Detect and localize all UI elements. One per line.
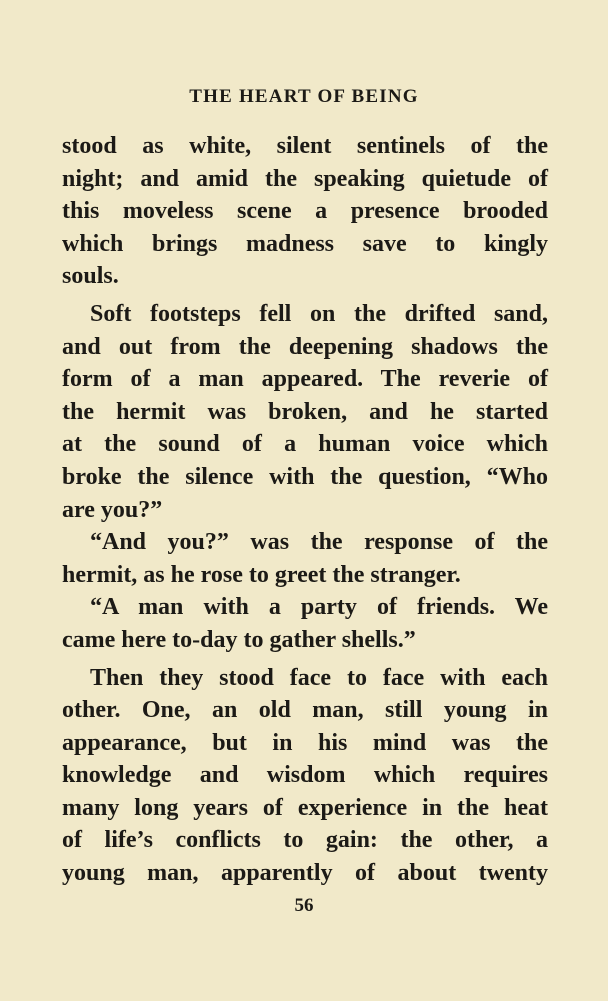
running-head: THE HEART OF BEING bbox=[189, 86, 419, 107]
text-line: souls. bbox=[62, 263, 119, 290]
paragraph bbox=[62, 298, 548, 526]
text-line: and out from the deepening shadows the bbox=[62, 333, 548, 360]
text-line: the hermit was broken, and he started bbox=[62, 398, 548, 425]
page-number: 56 bbox=[294, 895, 314, 916]
text-line: of life’s conflicts to gain: the other, a bbox=[62, 827, 548, 854]
text-line: Soft footsteps fell on the drifted sand, bbox=[90, 300, 548, 327]
text-line: hermit, as he rose to greet the stranger. bbox=[62, 561, 461, 588]
text-line: young man, apparently of about twenty bbox=[62, 860, 548, 887]
text-line: knowledge and wisdom which requires bbox=[62, 762, 548, 789]
paragraph bbox=[62, 130, 548, 293]
paragraph bbox=[62, 662, 548, 890]
text-line: “A man with a party of friends. We bbox=[90, 594, 548, 621]
text-line: many long years of experience in the heat bbox=[62, 794, 548, 821]
text-line: came here to-day to gather shells.” bbox=[62, 626, 416, 653]
text-line: are you?” bbox=[62, 496, 163, 523]
text-line: stood as white, silent sentinels of the bbox=[62, 133, 548, 159]
text-line: broke the silence with the question, “Who bbox=[62, 463, 548, 490]
text-line: other. One, an old man, still young in bbox=[62, 697, 548, 724]
paragraph bbox=[62, 526, 548, 591]
text-line: at the sound of a human voice which bbox=[62, 431, 548, 458]
text-line: appearance, but in his mind was the bbox=[62, 729, 548, 756]
text-line: which brings madness save to kingly bbox=[62, 230, 548, 257]
text-line: Then they stood face to face with each bbox=[90, 664, 548, 691]
body-text bbox=[62, 130, 548, 890]
text-line: this moveless scene a presence brooded bbox=[62, 198, 548, 225]
text-line: “And you?” was the response of the bbox=[90, 529, 548, 556]
paragraph bbox=[62, 591, 548, 656]
text-line: night; and amid the speaking quietude of bbox=[62, 165, 548, 192]
text-line: form of a man appeared. The reverie of bbox=[62, 366, 548, 393]
